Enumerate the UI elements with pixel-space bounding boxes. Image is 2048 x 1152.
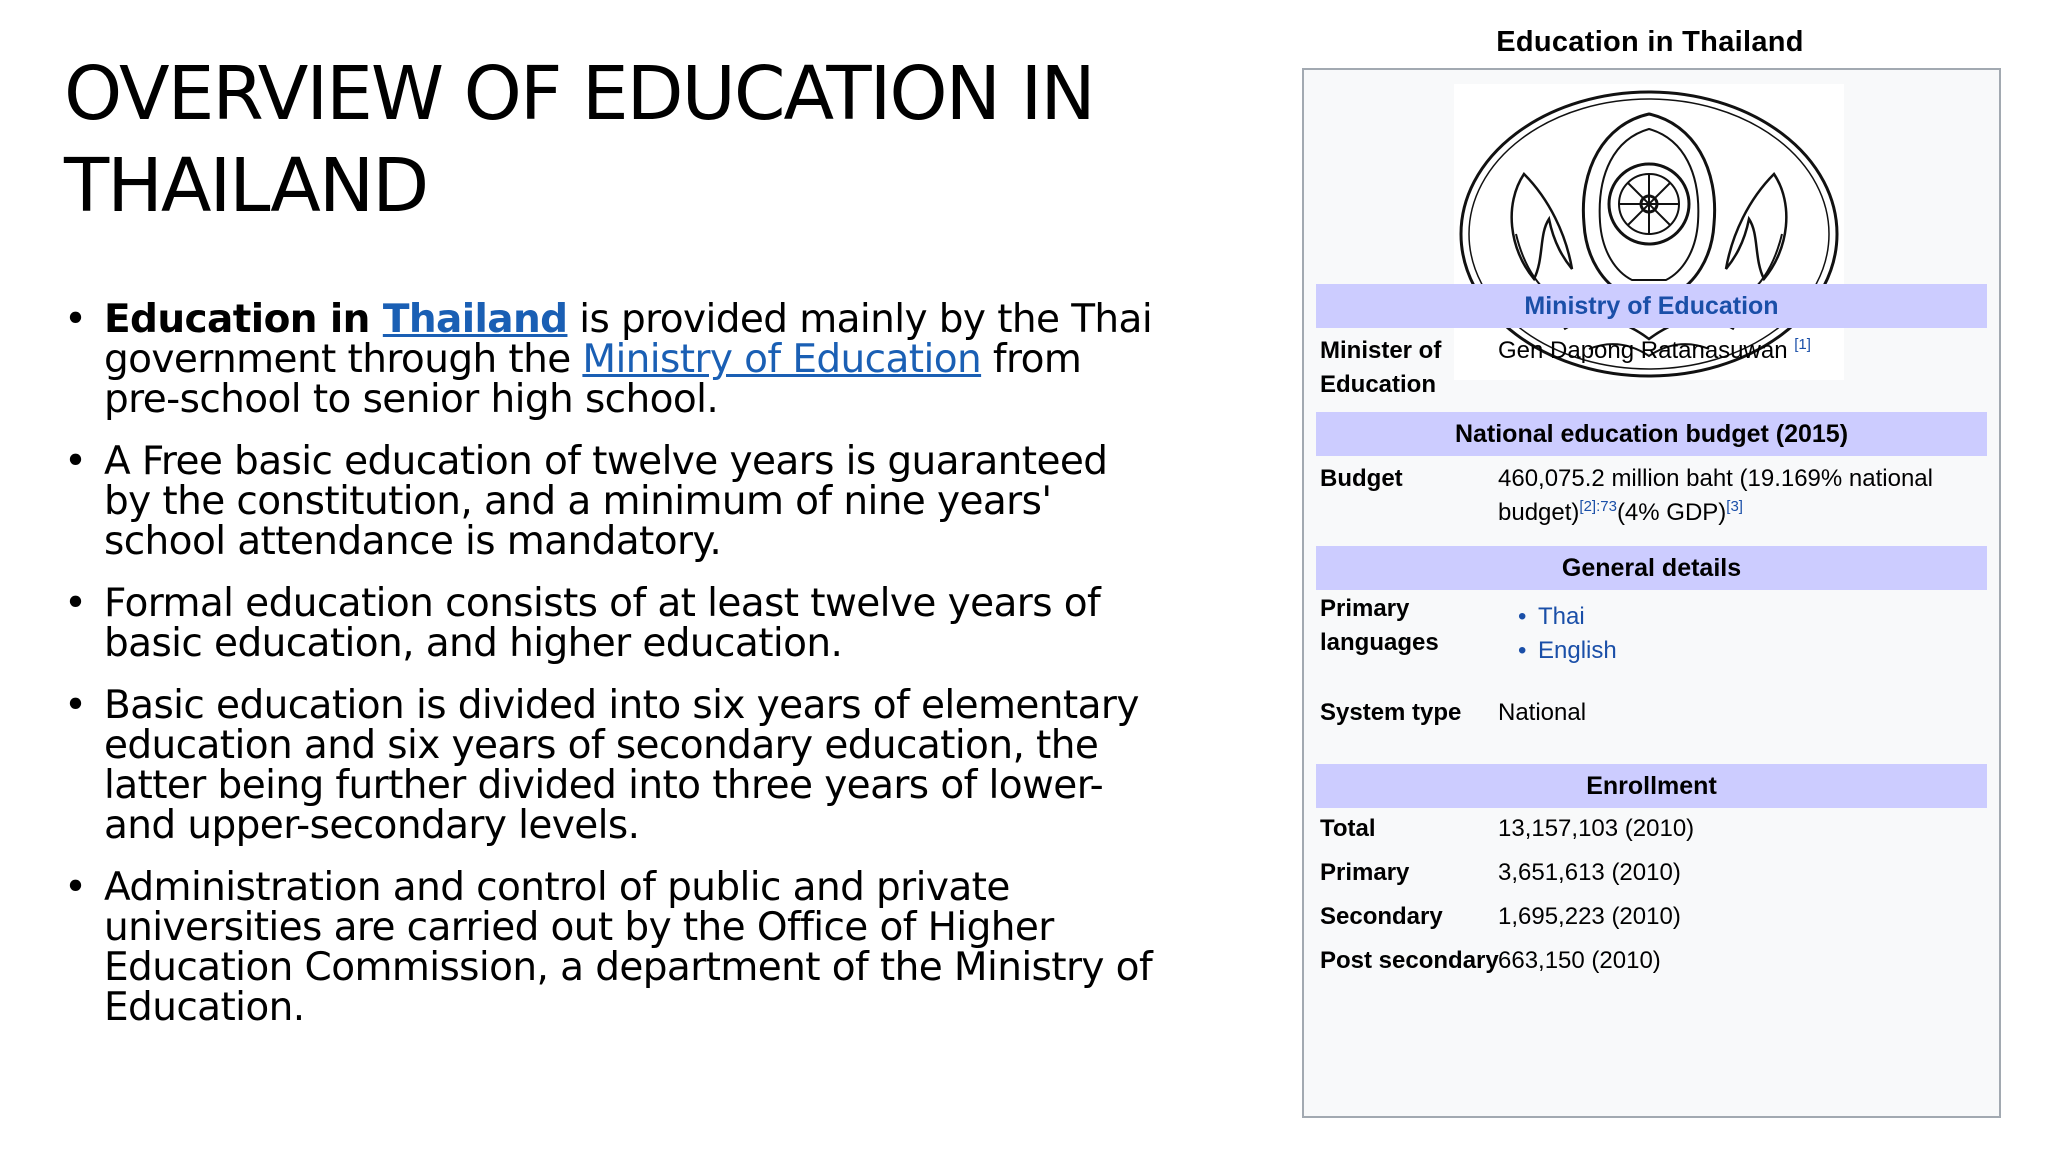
language-item xyxy=(1518,600,2008,634)
language-link[interactable]: Thai xyxy=(1538,603,1585,630)
enrollment-value: 663,150 (2010) xyxy=(1498,947,1661,974)
languages-list xyxy=(1518,600,2008,668)
bullet-text: A Free basic education of twelve years is guaranteed by the constitution, and a minimum of nine years' school attendance is mandatory. xyxy=(104,439,1108,564)
budget-label: Budget xyxy=(1320,465,1403,492)
bold-lead: Education in Thailand xyxy=(104,297,568,342)
bullet-list xyxy=(64,297,1154,1050)
infobox xyxy=(1302,68,2001,1118)
reference-link[interactable]: [2]:73 xyxy=(1579,498,1617,515)
bullet-dot: • xyxy=(1518,603,1527,630)
bullet-dot: • xyxy=(64,297,87,342)
thailand-link[interactable]: Thailand xyxy=(382,297,568,342)
bullet-dot: • xyxy=(64,439,87,484)
bullet-item xyxy=(64,581,1154,666)
language-item xyxy=(1518,634,2008,668)
bullet-item xyxy=(64,865,1154,1030)
bullet-text: Formal education consists of at least twelve years of basic education, and higher education. xyxy=(104,581,1101,666)
infobox-caption: Education in Thailand xyxy=(1496,26,1804,58)
ministry-of-education-link[interactable]: Ministry of Education xyxy=(582,337,982,382)
enrollment-label: Primary xyxy=(1320,859,1410,886)
language-link[interactable]: English xyxy=(1538,637,1617,664)
system-type-value: National xyxy=(1498,699,1587,726)
bullet-item xyxy=(64,439,1154,564)
bullet-item xyxy=(64,683,1154,848)
enrollment-label: Post secondary xyxy=(1320,947,1499,974)
bullet-dot: • xyxy=(64,683,87,728)
section-heading-budget: National education budget (2015) xyxy=(1316,412,1987,456)
minister-value: Gen Dapong Ratanasuwan [1] xyxy=(1498,336,1811,364)
bullet-text: Basic education is divided into six years of elementary education and six years of secondary education, the latter being further divided into three years of lower- and upper-secondary levels. xyxy=(104,683,1139,848)
enrollment-value: 13,157,103 (2010) xyxy=(1498,815,1695,842)
reference-link[interactable]: [1] xyxy=(1794,336,1811,353)
minister-label: Minister of Education xyxy=(1320,337,1442,398)
bullet-dot: • xyxy=(1518,637,1527,664)
slide-title: OVERVIEW OF EDUCATION IN THAILAND xyxy=(64,51,1094,229)
bullet-item: • Education in Thailand is provided mainly by the Thai government through the Ministry of Education from pre-school to senior high school. xyxy=(64,297,1153,422)
system-type-label: System type xyxy=(1320,699,1462,726)
bullet-text: Administration and control of public and private universities are carried out by the Office of Higher Education Commission, a department of the Ministry of Education. xyxy=(104,865,1153,1030)
languages-label: Primary languages xyxy=(1320,595,1439,656)
enrollment-label: Total xyxy=(1320,815,1376,842)
enrollment-label: Secondary xyxy=(1320,903,1443,930)
budget-value: 460,075.2 million baht (19.169% national budget)$^{[2]:73}$(4% GDP)[3] xyxy=(1498,465,1933,526)
section-heading-ministry[interactable]: Ministry of Education xyxy=(1316,284,1987,328)
enrollment-value: 3,651,613 (2010) xyxy=(1498,859,1681,886)
bullet-dot: • xyxy=(64,581,87,626)
bullet-dot: • xyxy=(64,865,87,910)
section-heading-general: General details xyxy=(1316,546,1987,590)
section-heading-enrollment: Enrollment xyxy=(1316,764,1987,808)
enrollment-value: 1,695,223 (2010) xyxy=(1498,903,1681,930)
reference-link[interactable]: [3] xyxy=(1726,498,1743,515)
